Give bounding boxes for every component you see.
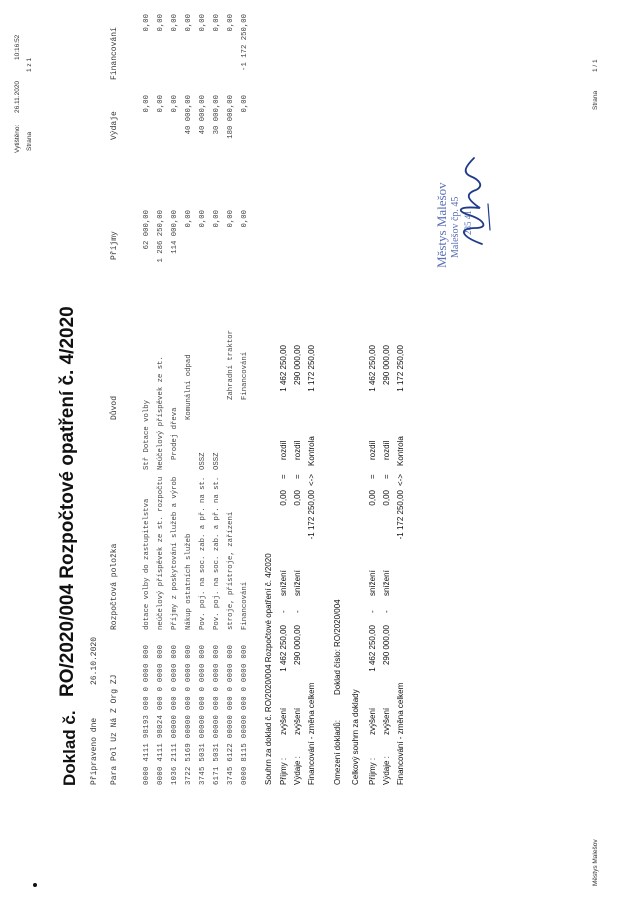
sum-op: <->: [396, 473, 405, 486]
row-codes: 0000 8115 00000 000 0 0000 000: [241, 644, 249, 785]
row-financing: 0,00: [213, 14, 221, 32]
sum-diff-label: rozdíl: [368, 440, 377, 460]
row-income: 114 000,00: [171, 210, 179, 254]
table-row: [185, 0, 199, 900]
row-reason: OSSZ: [213, 452, 221, 470]
sum-minus: -: [382, 610, 391, 613]
sum-label: Výdaje :: [382, 756, 391, 785]
sum-diff-value: 1 462 250,00: [368, 345, 377, 392]
row-reason: Komunální odpad: [185, 354, 193, 420]
sum-decrease-label: snížení: [368, 570, 377, 596]
sum-label: Výdaje :: [293, 756, 302, 785]
row-financing: 0,00: [199, 14, 207, 32]
row-codes: 3745 6122 00000 000 0 0000 000: [227, 644, 235, 785]
summary2-row: [382, 0, 396, 900]
summary1-heading: Souhrn za doklad č. RO/2020/004 Rozpočtové opatření č. 4/2020: [264, 553, 273, 785]
page-value-top: 1 z 1: [26, 57, 33, 72]
row-item: Pov. poj. na soc. zab. a př. na st.: [199, 476, 207, 630]
sum-increase-value: 1 462 250,00: [279, 625, 288, 672]
sum-financing-value: -1 172 250,00: [396, 490, 405, 540]
sum-increase-value: 290 000,00: [382, 625, 391, 666]
table-row: [241, 0, 255, 900]
summary1-row: [293, 0, 307, 900]
sum-check-label: Kontrola: [307, 436, 316, 466]
sum-label: Příjmy :: [368, 757, 377, 785]
row-codes: 6171 5031 00000 000 0 0000 000: [213, 644, 221, 785]
sum-increase-value: 1 462 250,00: [368, 625, 377, 672]
prepared-label: Připraveno dne: [90, 717, 99, 785]
sum-increase-value: 290 000,00: [293, 625, 302, 666]
printed-label: Vytištěno:: [14, 124, 21, 153]
summary1-row: [307, 0, 321, 900]
row-income: 0,00: [185, 210, 193, 228]
page-label-top: Strana: [26, 131, 33, 151]
sum-increase-label: zvýšení: [293, 707, 302, 735]
row-reason: Prodej dřeva: [171, 407, 179, 460]
row-reason: OSSZ: [199, 452, 207, 470]
row-reason: Neúčelový příspěvek ze st.: [157, 356, 165, 470]
row-financing: 0,00: [171, 14, 179, 32]
sum-check-value: 1 172 250,00: [307, 345, 316, 392]
row-expense: 0,00: [171, 95, 179, 113]
sum-increase-label: zvýšení: [382, 707, 391, 735]
col-reason: Důvod: [110, 395, 119, 420]
sum-label: Příjmy :: [279, 757, 288, 785]
row-financing: 0,00: [143, 14, 151, 32]
row-codes: 0000 4111 98193 000 0 0000 000: [143, 644, 151, 785]
limit-value: Doklad číslo: RO/2020/004: [333, 599, 342, 695]
row-financing: 0,00: [185, 14, 193, 32]
col-expense: Výdaje: [110, 111, 119, 140]
row-expense: 40 000,00: [185, 95, 193, 135]
printed-time: 10:16:52: [14, 34, 21, 60]
sum-diff-label: rozdíl: [293, 440, 302, 460]
sum-diff-value: 1 462 250,00: [279, 345, 288, 392]
sum-minus: -: [279, 610, 288, 613]
stamp-line1: Městys Malešov: [434, 182, 449, 268]
row-item: Financování: [241, 581, 249, 630]
summary2-heading: Celkový souhrn za doklady: [351, 689, 360, 785]
signature: [452, 150, 497, 250]
row-item: stroje, přístroje, zařízení: [227, 511, 235, 630]
row-item: Příjmy z poskytování služeb a výrob: [171, 476, 179, 630]
row-expense: 30 000,00: [213, 95, 221, 135]
footer-page-value: 1 / 1: [592, 59, 599, 72]
sum-op: =: [279, 474, 288, 479]
row-income: 1 286 250,00: [157, 210, 165, 263]
col-item: Rozpočtová položka: [110, 543, 119, 630]
row-reason: Financování: [241, 351, 249, 400]
row-income: 62 000,00: [143, 210, 151, 250]
sum-diff-value: 290 000,00: [382, 345, 391, 386]
sum-decrease-label: snížení: [279, 570, 288, 596]
printed-date: 26.11.2020: [14, 80, 21, 113]
sum-increase-label: zvýšení: [368, 707, 377, 735]
sum-decrease-value: 0,00: [382, 490, 391, 506]
summary2-row: [396, 0, 410, 900]
stamp-line3: 285 41: [463, 210, 473, 235]
sum-diff-value: 290 000,00: [293, 345, 302, 386]
limit-label: Omezení dokladů:: [333, 720, 342, 785]
table-row: [171, 0, 185, 900]
row-financing: 0,00: [227, 14, 235, 32]
sum-diff-label: rozdíl: [382, 440, 391, 460]
row-income: 0,00: [199, 210, 207, 228]
prepared-date: 26.10.2020: [90, 636, 99, 685]
sum-minus: -: [368, 610, 377, 613]
table-row: [213, 0, 227, 900]
row-income: 0,00: [213, 210, 221, 228]
sum-op: =: [382, 474, 391, 479]
sum-check-value: 1 172 250,00: [396, 345, 405, 392]
row-item: neúčelový příspěvek ze st. rozpočtu: [157, 476, 165, 630]
summary1-row: [279, 0, 293, 900]
sum-label: Financování - změna celkem: [396, 682, 405, 785]
row-codes: 0000 4111 98024 000 0 0000 000: [157, 644, 165, 785]
row-item: dotace volby do zastupitelstva: [143, 498, 151, 630]
footer-org: Městys Malešov: [592, 839, 599, 886]
row-item: Nákup ostatních služeb: [185, 533, 193, 630]
sum-op: <->: [307, 473, 316, 486]
table-row: [199, 0, 213, 900]
row-expense: 0,00: [143, 95, 151, 113]
table-row: [227, 0, 241, 900]
col-financing: Financování: [110, 27, 119, 80]
table-row: [157, 0, 171, 900]
sum-label: Financování - změna celkem: [307, 682, 316, 785]
row-expense: 0,00: [241, 95, 249, 113]
sum-increase-label: zvýšení: [279, 707, 288, 735]
stamp-line2: Malešov čp. 45: [450, 196, 461, 258]
doc-title: RO/2020/004 Rozpočtové opatření č. 4/2020: [57, 306, 78, 697]
row-income: 0,00: [241, 210, 249, 228]
row-item: Pov. poj. na soc. zab. a př. na st.: [213, 476, 221, 630]
row-reason: Zahradní traktor: [227, 329, 235, 400]
sum-op: =: [368, 474, 377, 479]
footer-page-label: Strana: [592, 90, 599, 110]
sum-minus: -: [293, 610, 302, 613]
sum-diff-label: rozdíl: [279, 440, 288, 460]
sum-decrease-value: 0,00: [293, 490, 302, 506]
row-expense: 180 000,00: [227, 95, 235, 139]
row-codes: 3745 5031 00000 000 0 0000 000: [199, 644, 207, 785]
col-income: Příjmy: [110, 231, 119, 260]
row-codes: 3722 5169 00000 000 0 0000 000: [185, 644, 193, 785]
sum-check-label: Kontrola: [396, 436, 405, 466]
row-financing: 0,00: [157, 14, 165, 32]
sum-op: =: [293, 474, 302, 479]
row-income: 0,00: [227, 210, 235, 228]
table-row: [143, 0, 157, 900]
doc-title-prefix: Doklad č.: [60, 710, 79, 786]
row-financing: -1 172 250,00: [241, 14, 249, 71]
row-reason: Stř Dotace volby: [143, 399, 151, 470]
sum-decrease-label: snížení: [382, 570, 391, 596]
sum-decrease-label: snížení: [293, 570, 302, 596]
sum-decrease-value: 0,00: [279, 490, 288, 506]
row-expense: 0,00: [157, 95, 165, 113]
sum-decrease-value: 0,00: [368, 490, 377, 506]
sum-financing-value: -1 172 250,00: [307, 490, 316, 540]
row-codes: 1036 2111 00000 000 0 0000 000: [171, 644, 179, 785]
col-codes: Para Pol Uz Ná Z Org ZJ: [110, 674, 119, 785]
summary2-row: [368, 0, 382, 900]
row-expense: 40 000,00: [199, 95, 207, 135]
